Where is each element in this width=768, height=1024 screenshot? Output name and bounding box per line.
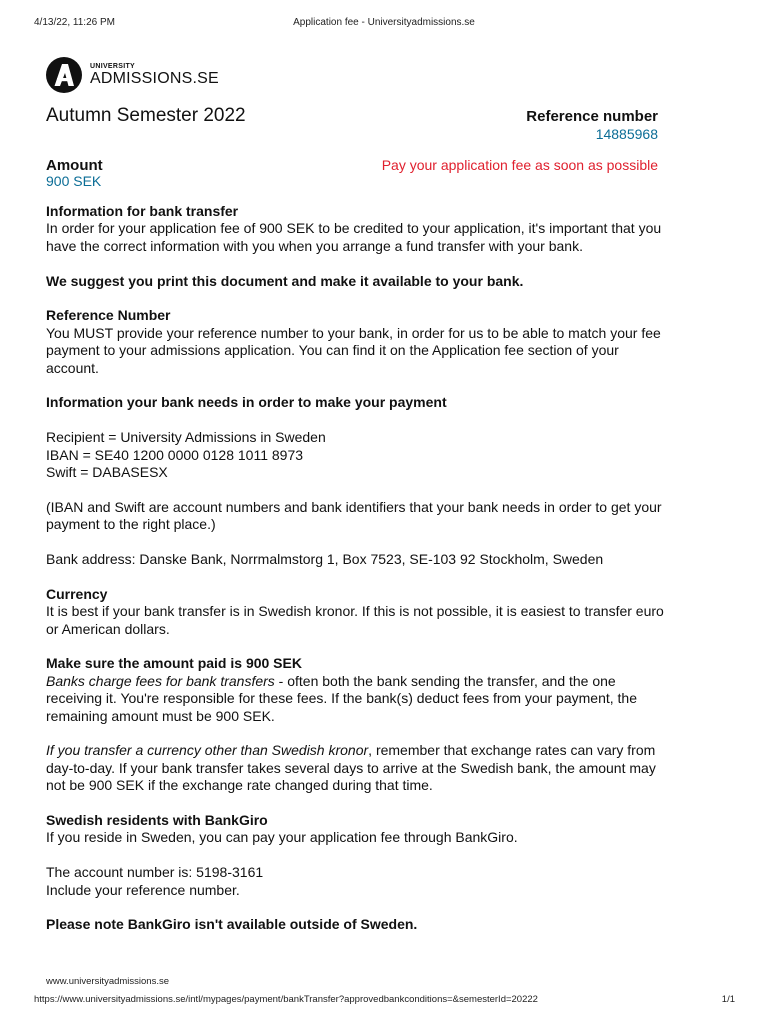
reference-number-label: Reference number: [526, 108, 658, 125]
amount-paid-body: - often both the bank sending the transfer, and the one receiving it. You're responsible for these fees. If the bank(s) deduct fees from your payment, the remaining amount must be 900 SEK.: [46, 672, 637, 724]
currency-heading: Currency: [46, 585, 108, 602]
semester-title: Autumn Semester 2022: [46, 105, 246, 126]
footer-site[interactable]: www.universityadmissions.se: [46, 976, 170, 987]
reference-number-body: You MUST provide your reference number to your bank, in order for us to be able to match your fee payment to your admissions application. You can find it on the Application fee section of your account.: [46, 324, 661, 376]
print-datetime: 4/13/22, 11:26 PM: [34, 17, 115, 28]
reference-number-heading: Reference Number: [46, 307, 171, 324]
bank-needs-heading: Information your bank needs in order to make your payment: [46, 394, 447, 411]
bankgiro-section: [46, 812, 666, 847]
bankgiro-account: [46, 864, 666, 899]
amount-paid-heading: Make sure the amount paid is 900 SEK: [46, 655, 302, 672]
pay-fee-notice: Pay your application fee as soon as possible: [381, 157, 658, 173]
universityadmissions-logo[interactable]: [46, 57, 219, 93]
bankgiro-body: If you reside in Sweden, you can pay your application fee through BankGiro.: [46, 829, 518, 846]
currency-body: It is best if your bank transfer is in Swedish kronor. If this is not possible, it is easiest to transfer euro or American dollars.: [46, 603, 664, 637]
logo-a-icon: [46, 57, 82, 93]
swift-line: Swift = DABASESX: [46, 464, 168, 481]
bank-transfer-body: In order for your application fee of 900 SEK to be credited to your application, it's important that you have the correct information with you when you arrange a fund transfer with your bank.: [46, 220, 662, 254]
recipient-line: Recipient = University Admissions in Sweden: [46, 429, 326, 446]
iban-line: IBAN = SE40 1200 0000 0128 1011 8973: [46, 446, 304, 463]
amount-paid-section: [46, 655, 666, 725]
print-suggestion: We suggest you print this document and make it available to your bank.: [46, 272, 524, 289]
account-number-line: The account number is: 5198-3161: [46, 864, 264, 881]
exchange-italic: If you transfer a currency other than Swedish kronor: [46, 742, 369, 759]
footer-page-number: 1/1: [721, 994, 735, 1005]
currency-section: [46, 586, 666, 638]
bank-fees-italic: Banks charge fees for bank transfers: [46, 672, 275, 689]
bankgiro-heading: Swedish residents with BankGiro: [46, 812, 268, 829]
logo-big-text: ADMISSIONS.SE: [90, 70, 219, 87]
include-reference-line: Include your reference number.: [46, 881, 240, 898]
print-page-title: Application fee - Universityadmissions.se: [293, 17, 475, 28]
exchange-body: , remember that exchange rates can vary from day-to-day. If your bank transfer takes several days to arrive at the Swedish bank, the amount may not be 900 SEK if the exchange rate changed during that time.: [46, 742, 656, 794]
logo-small-text: UNIVERSITY: [90, 63, 136, 70]
amount-label: Amount: [46, 157, 103, 174]
iban-swift-note: (IBAN and Swift are account numbers and bank identifiers that your bank needs in order to get your payment to the right place.): [46, 498, 662, 533]
footer-url[interactable]: https://www.universityadmissions.se/intl/mypages/payment/bankTransfer?approvedbankconditions=&semesterId=20222: [34, 994, 538, 1005]
bank-address: Bank address: Danske Bank, Norrmalmstorg 1, Box 7523, SE-103 92 Stockholm, Sweden: [46, 551, 604, 568]
amount-value: 900 SEK: [46, 173, 102, 189]
reference-number-value: 14885968: [595, 126, 658, 142]
bank-transfer-heading: Information for bank transfer: [46, 203, 239, 219]
payment-details: [46, 429, 666, 481]
reference-number-section: [46, 307, 666, 377]
bank-transfer-instructions: [46, 203, 666, 951]
exchange-rate-section: [46, 742, 666, 794]
bank-transfer-section: [46, 203, 666, 255]
bankgiro-note: Please note BankGiro isn't available outside of Sweden.: [46, 916, 418, 933]
